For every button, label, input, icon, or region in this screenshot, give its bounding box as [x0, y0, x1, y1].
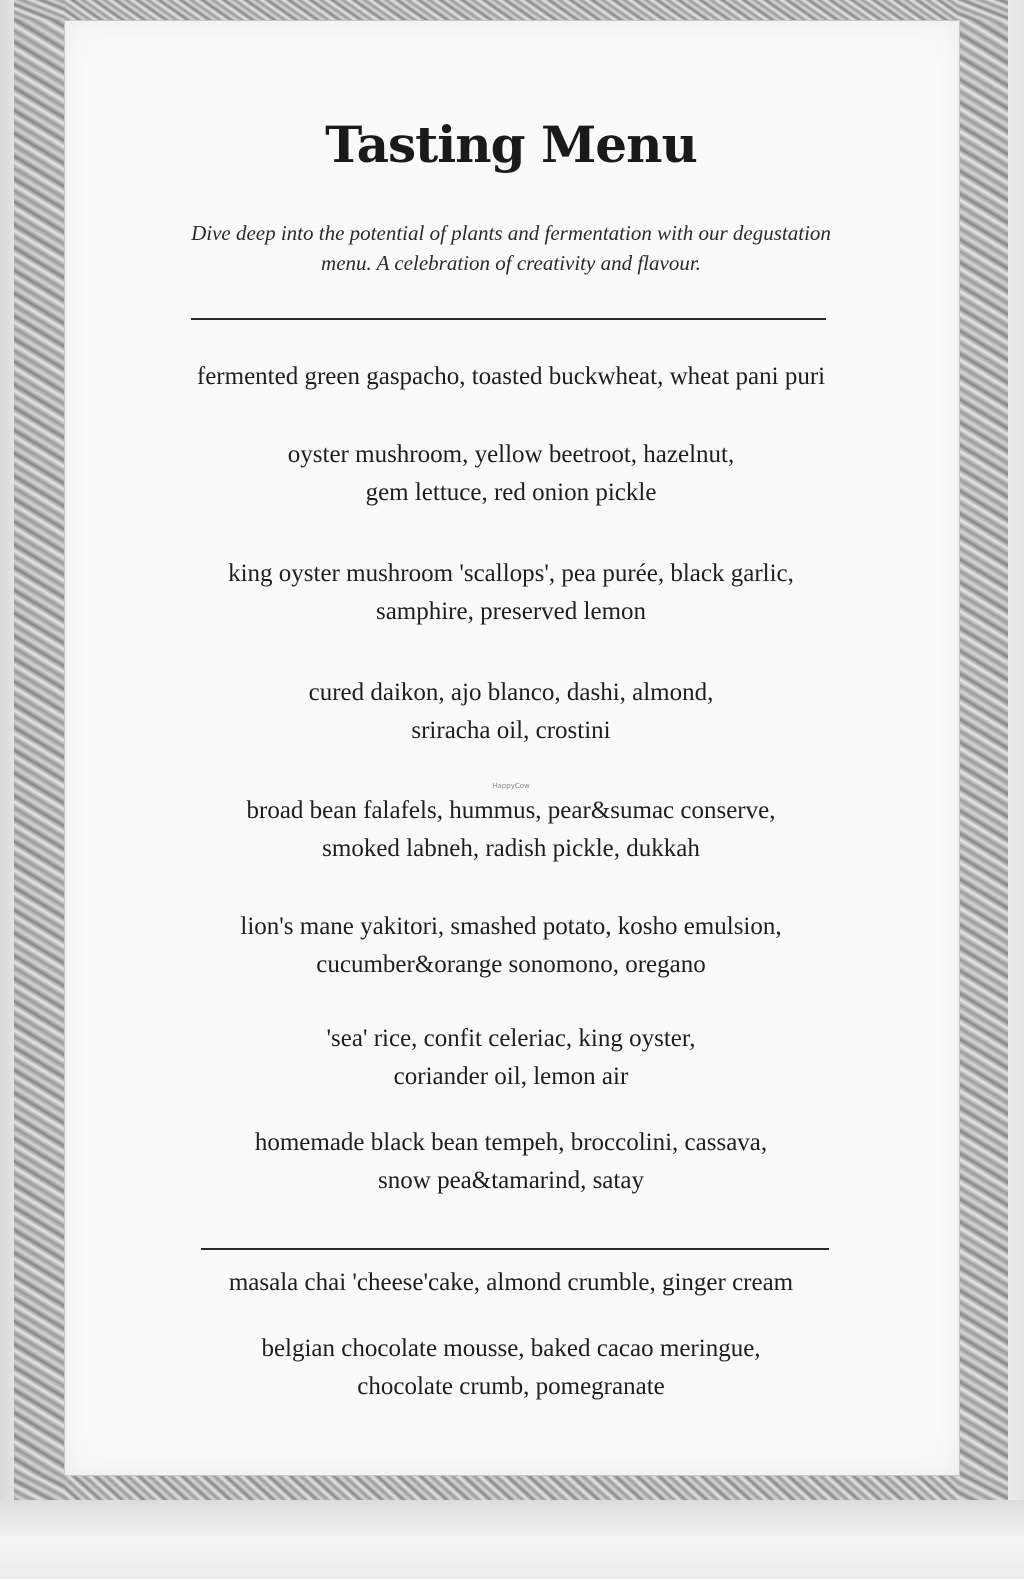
course-line: fermented green gaspacho, toasted buckwheat, wheat pani puri	[196, 363, 826, 390]
course-4	[84, 674, 938, 750]
course-line: samphire, preserved lemon	[375, 598, 647, 625]
table-surface	[0, 1500, 1024, 1579]
course-5	[84, 792, 938, 868]
course-line: gem lettuce, red onion pickle	[365, 479, 657, 506]
course-line: homemade black bean tempeh, broccolini, cassava,	[254, 1129, 768, 1156]
course-line: king oyster mushroom 'scallops', pea purée, black garlic,	[228, 560, 794, 587]
dessert-line: masala chai 'cheese'cake, almond crumble, ginger cream	[228, 1269, 794, 1296]
dessert-1	[84, 1264, 938, 1302]
dessert-line: chocolate crumb, pomegranate	[357, 1373, 665, 1400]
dessert-2	[84, 1330, 938, 1406]
divider-bottom	[201, 1248, 829, 1250]
course-line: snow pea&tamarind, satay	[378, 1167, 644, 1194]
course-line: lion's mane yakitori, smashed potato, kosho emulsion,	[240, 913, 782, 940]
divider-top	[191, 318, 826, 320]
course-line: oyster mushroom, yellow beetroot, hazelnut,	[287, 441, 735, 468]
course-line: cured daikon, ajo blanco, dashi, almond,	[308, 679, 714, 706]
course-line: sriracha oil, crostini	[411, 717, 611, 744]
course-2	[84, 436, 938, 512]
dessert-line: belgian chocolate mousse, baked cacao meringue,	[261, 1335, 761, 1362]
course-line: coriander oil, lemon air	[393, 1063, 629, 1090]
menu-content	[64, 20, 958, 1474]
course-line: smoked labneh, radish pickle, dukkah	[322, 835, 700, 862]
course-line: 'sea' rice, confit celeriac, king oyster,	[326, 1025, 696, 1052]
course-3	[84, 555, 938, 631]
menu-title: Tasting Menu	[325, 115, 697, 174]
course-6	[84, 908, 938, 984]
course-1	[84, 358, 938, 396]
course-line: cucumber&orange sonomono, oregano	[316, 951, 706, 978]
course-7	[84, 1020, 938, 1096]
course-8	[84, 1124, 938, 1200]
watermark: HappyCow	[492, 782, 530, 790]
menu-intro: Dive deep into the potential of plants and fermentation with our degustation menu. A celebration of creativity and flavour.	[191, 221, 831, 275]
course-line: broad bean falafels, hummus, pear&sumac conserve,	[246, 797, 776, 824]
